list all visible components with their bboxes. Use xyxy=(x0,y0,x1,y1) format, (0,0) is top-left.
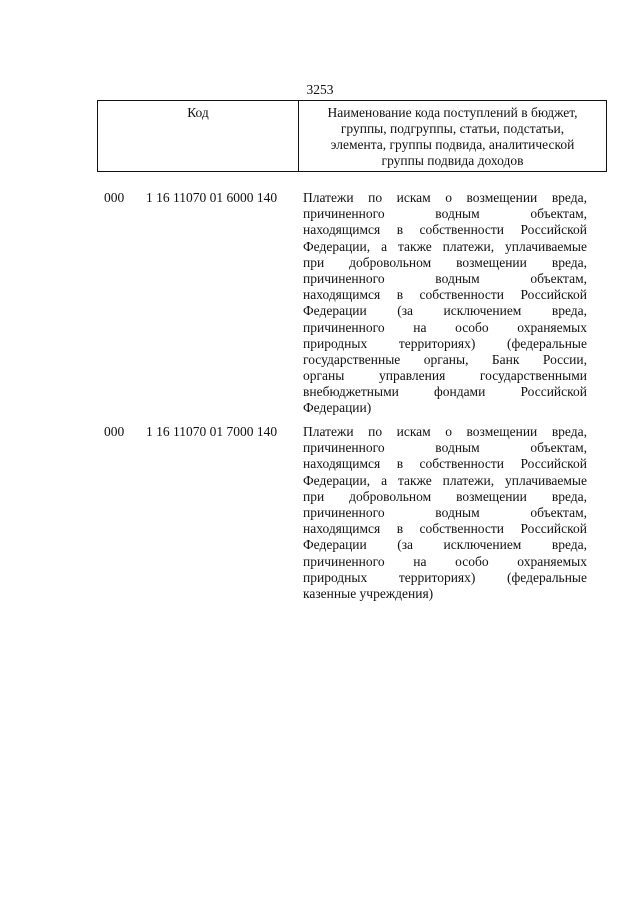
description-line: природных территориях) (федеральные xyxy=(303,335,587,351)
description-line: Федерации (за исключением вреда, xyxy=(303,537,587,553)
revenue-code: 1 16 11070 01 6000 140 xyxy=(146,190,278,205)
header-name-line: Наименование кода поступлений в бюджет, xyxy=(327,105,578,120)
table-header xyxy=(97,100,607,172)
admin-code: 000 xyxy=(104,190,125,205)
description-line: Федерации (за исключением вреда, xyxy=(303,303,587,319)
description-line: органы управления государственными xyxy=(303,368,587,384)
description-line: находящимся в собственности Российской xyxy=(303,287,587,303)
header-code-label: Код xyxy=(98,101,299,171)
description-line: Федерации, а также платежи, уплачиваемые xyxy=(303,472,587,488)
description-line: Федерации, а также платежи, уплачиваемые xyxy=(303,238,587,254)
description-line: при добровольном возмещении вреда, xyxy=(303,488,587,504)
description-line: причиненного водным объектам, xyxy=(303,440,587,456)
description-line: причиненного на особо охраняемых xyxy=(303,553,587,569)
revenue-description xyxy=(303,424,587,602)
description-line: Платежи по искам о возмещении вреда, xyxy=(303,190,587,205)
header-name-line: группы подвида доходов xyxy=(381,153,524,168)
page-number: 3253 xyxy=(306,82,334,97)
description-line: природных территориях) (федеральные xyxy=(303,569,587,585)
header-name-label xyxy=(299,101,606,171)
description-line: казенные учреждения) xyxy=(303,585,434,601)
revenue-code: 1 16 11070 01 7000 140 xyxy=(146,424,278,439)
description-line: государственные органы, Банк России, xyxy=(303,351,587,367)
description-line: Федерации) xyxy=(303,400,372,416)
description-line: внебюджетными фондами Российской xyxy=(303,384,587,400)
description-line: находящимся в собственности Российской xyxy=(303,222,587,238)
description-line: причиненного на особо охраняемых xyxy=(303,319,587,335)
header-name-line: элемента, группы подвида, аналитической xyxy=(330,137,575,152)
admin-code: 000 xyxy=(104,424,125,439)
description-line: находящимся в собственности Российской xyxy=(303,456,587,472)
description-line: находящимся в собственности Российской xyxy=(303,521,587,537)
description-line: причиненного водным объектам, xyxy=(303,206,587,222)
description-line: при добровольном возмещении вреда, xyxy=(303,254,587,270)
revenue-description xyxy=(303,190,587,417)
description-line: причиненного водным объектам, xyxy=(303,504,587,520)
description-line: Платежи по искам о возмещении вреда, xyxy=(303,424,587,439)
header-name-line: группы, подгруппы, статьи, подстатьи, xyxy=(340,121,565,136)
description-line: причиненного водным объектам, xyxy=(303,270,587,286)
